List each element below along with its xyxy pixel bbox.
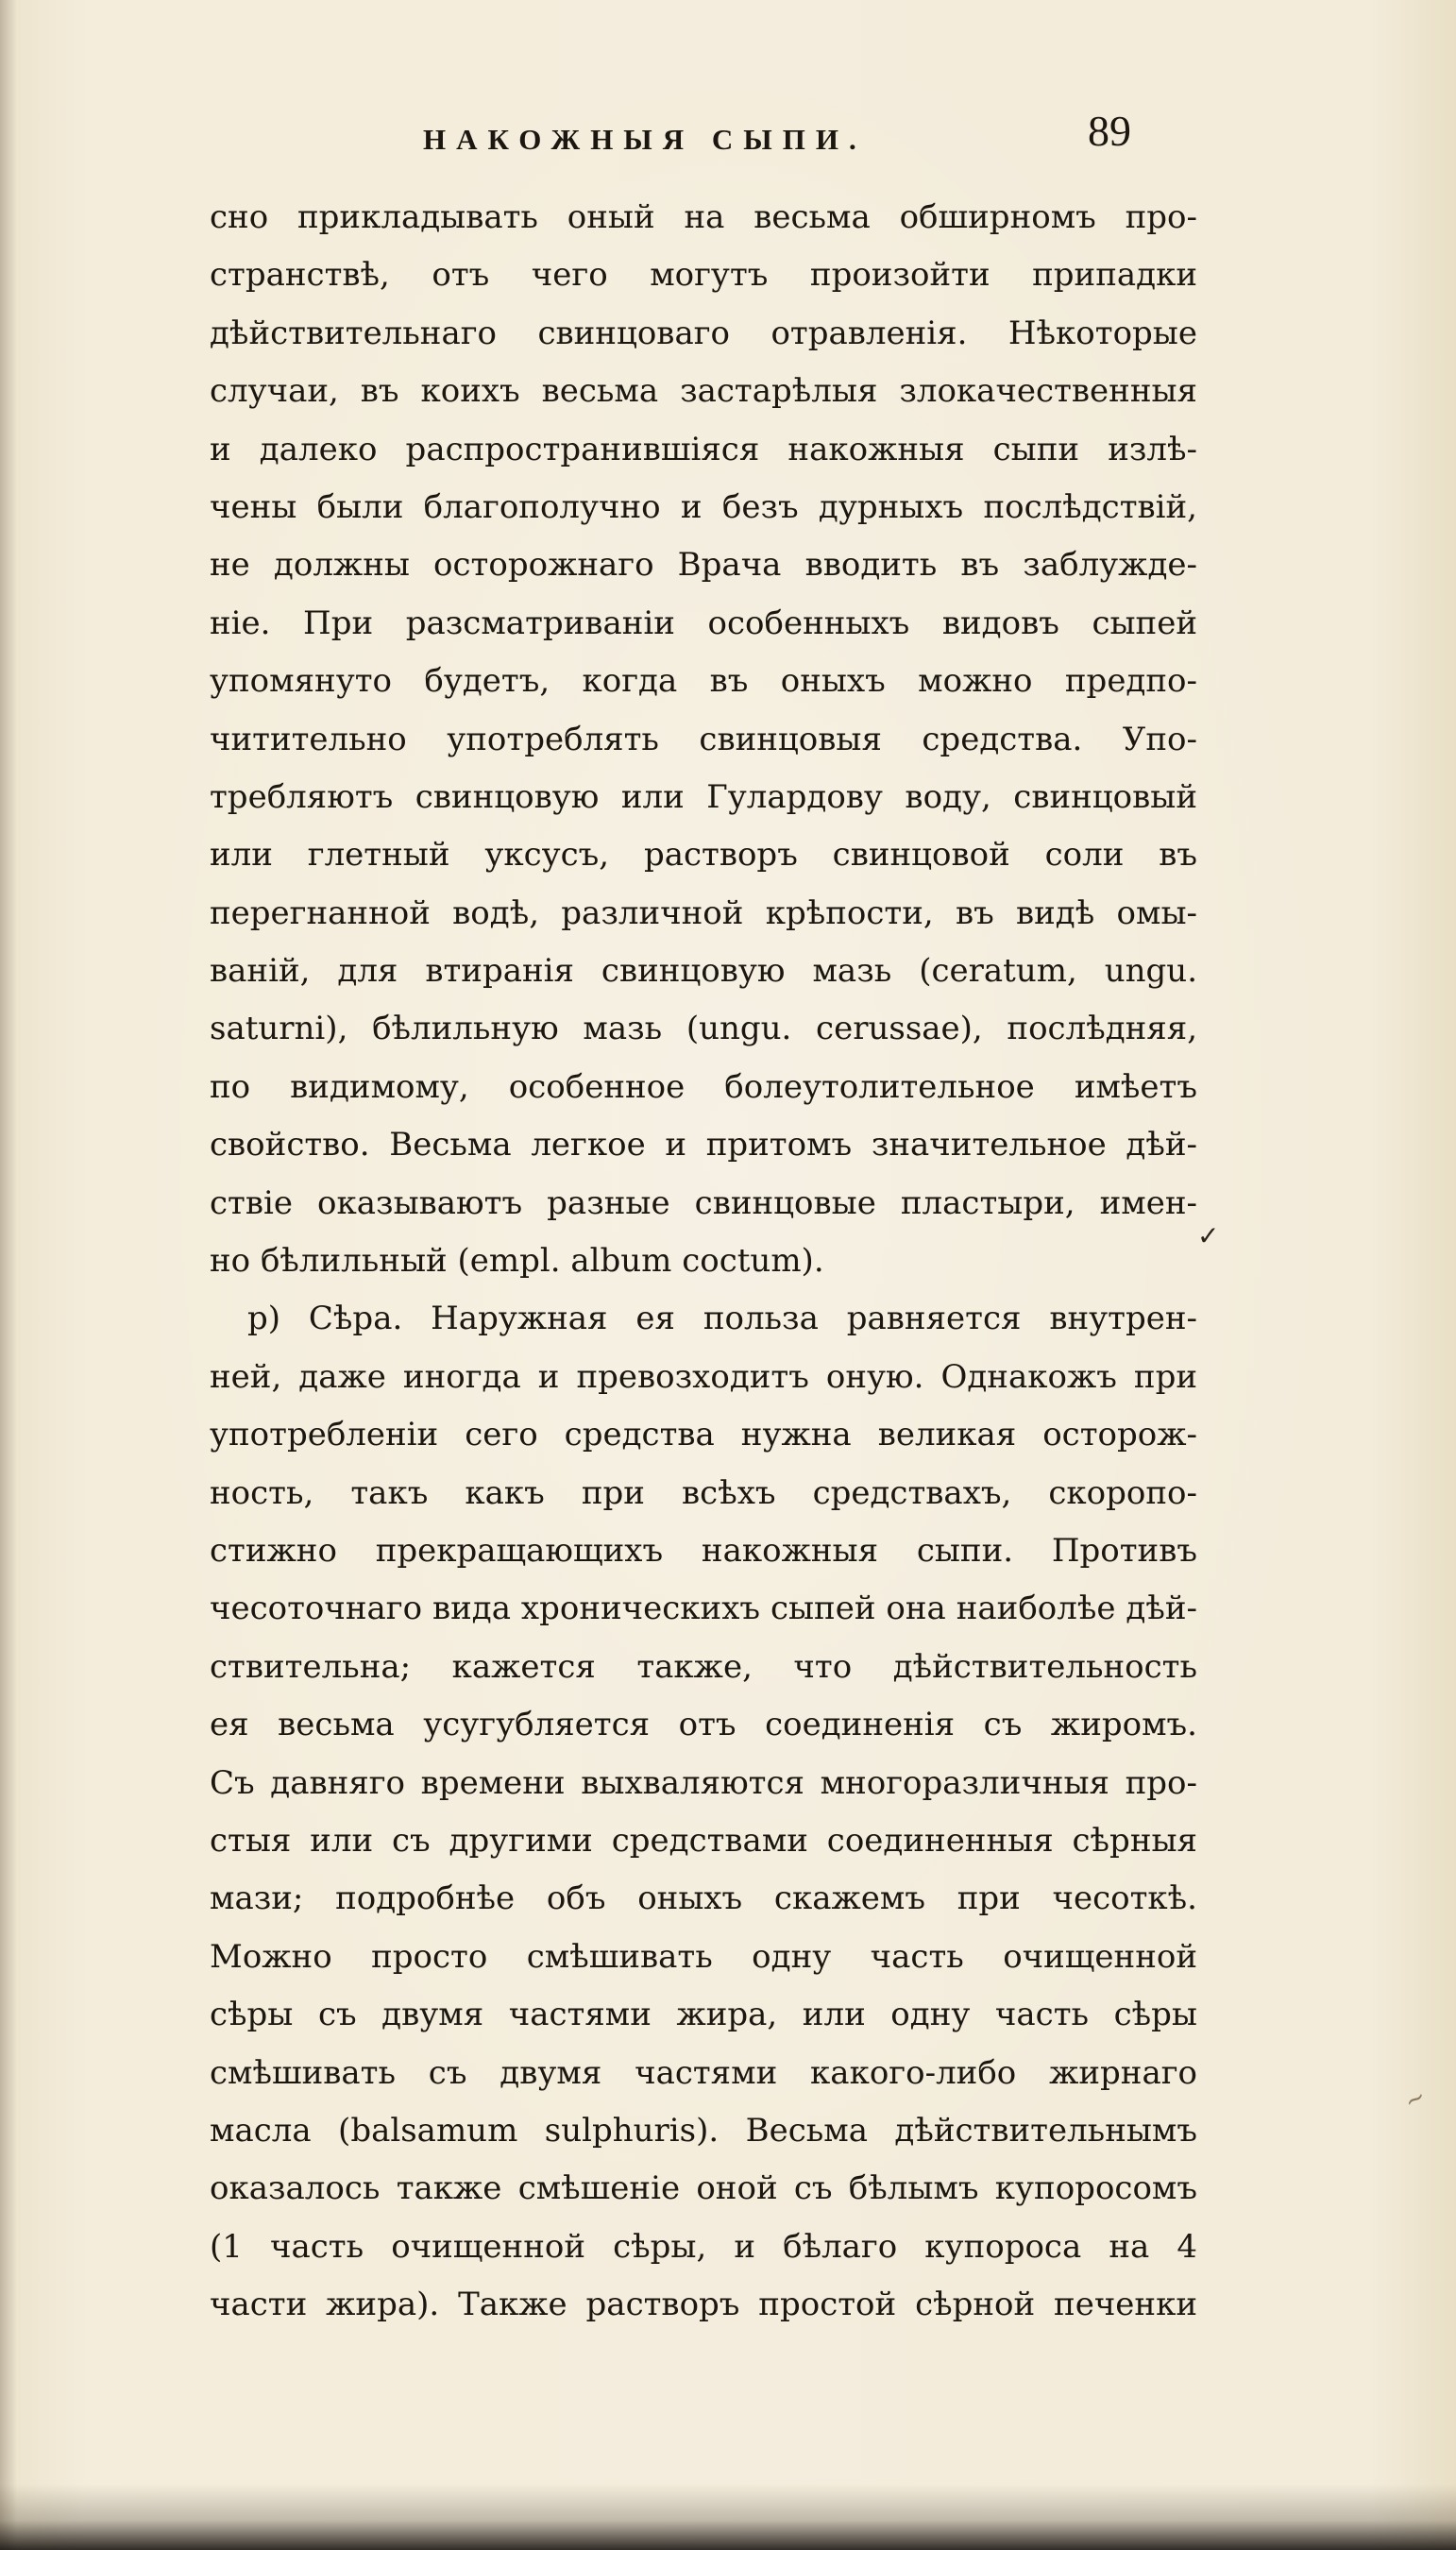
text-line: (1 часть очищенной сѣры, и бѣлаго купороса на 4 [210, 2227, 1197, 2266]
body-text [210, 189, 1197, 2334]
text-line: случаи, въ коихъ весьма застарѣлыя злокачественныя [210, 372, 1197, 411]
text-line: масла (balsamum sulphuris). Весьма дѣйствительнымъ [210, 2111, 1197, 2150]
text-line: сѣры съ двумя частями жира, или одну часть сѣры [210, 1996, 1197, 2034]
page-gutter-shadow [0, 0, 17, 2550]
page-bottom-shadow [0, 2484, 1456, 2550]
text-line: употребленіи сего средства нужна великая осторож- [210, 1416, 1197, 1454]
text-line: или глетный уксусъ, растворъ свинцовой соли въ [210, 836, 1197, 875]
text-line: читительно употреблять свинцовыя средства. Упо- [210, 720, 1197, 758]
text-line: смѣшивать съ двумя частями какого-либо жирнаго [210, 2053, 1197, 2092]
pencil-check-mark: ✓ [1197, 1220, 1220, 1251]
page-scratch-mark: ~ [1398, 2082, 1431, 2117]
text-line: saturni), бѣлильную мазь (ungu. cerussae), послѣдняя, [210, 1010, 1197, 1048]
text-line: странствѣ, отъ чего могутъ произойти припадки [210, 256, 1197, 295]
text-line: ваній, для втиранія свинцовую мазь (ceratum, ungu. [210, 952, 1197, 991]
text-line: но бѣлильный (empl. album coctum). [210, 1242, 824, 1281]
page-number: 89 [1088, 107, 1131, 155]
text-line: чесоточнаго вида хроническихъ сыпей она наиболѣе дѣй- [210, 1590, 1197, 1628]
text-line: ствіе оказываютъ разные свинцовые пластыри, имен- [210, 1183, 1197, 1222]
paragraph-start-line: р) Сѣра. Наружная ея польза равняется внутрен- [247, 1300, 1197, 1338]
text-line: Съ давняго времени выхваляются многоразличныя про- [210, 1763, 1197, 1802]
running-head [0, 106, 1456, 162]
text-line: ніе. При разсматриваніи особенныхъ видовъ сыпей [210, 604, 1197, 642]
text-line: Можно просто смѣшивать одну часть очищенной [210, 1937, 1197, 1976]
text-line: части жира). Также растворъ простой сѣрной печенки [210, 2286, 1197, 2324]
text-line: ность, такъ какъ при всѣхъ средствахъ, скоропо- [210, 1473, 1197, 1512]
text-line: по видимому, особенное болеутолительное имѣетъ [210, 1067, 1197, 1106]
text-line: ствительна; кажется также, что дѣйствительность [210, 1647, 1197, 1686]
text-line: дѣйствительнаго свинцоваго отравленія. Нѣкоторые [210, 314, 1197, 352]
text-line: мази; подробнѣе объ оныхъ скажемъ при чесоткѣ. [210, 1879, 1197, 1918]
text-line: ея весьма усугубляется отъ соединенія съ жиромъ. [210, 1706, 1197, 1744]
text-line: перегнанной водѣ, различной крѣпости, въ видѣ омы- [210, 893, 1197, 932]
text-line: стыя или съ другими средствами соединенныя сѣрныя [210, 1821, 1197, 1860]
text-line: стижно прекращающихъ накожныя сыпи. Противъ [210, 1531, 1197, 1570]
running-title: НАКОЖНЫЯ СЫПИ. [423, 123, 867, 156]
text-line: и далеко распространившіяся накожныя сыпи излѣ- [210, 430, 1197, 468]
text-line: не должны осторожнаго Врача вводить въ заблужде- [210, 546, 1197, 585]
text-line: свойство. Весьма легкое и притомъ значительное дѣй- [210, 1126, 1197, 1164]
text-line: упомянуто будетъ, когда въ оныхъ можно предпо- [210, 662, 1197, 701]
text-line: требляютъ свинцовую или Гулардову воду, свинцовый [210, 777, 1197, 816]
text-line: чены были благополучно и безъ дурныхъ послѣдствій, [210, 487, 1197, 526]
text-line: ней, даже иногда и превозходитъ оную. Однакожъ при [210, 1357, 1197, 1396]
text-line: оказалось также смѣшеніе оной съ бѣлымъ купоросомъ [210, 2169, 1197, 2208]
text-line: сно прикладывать оный на весьма обширномъ про- [210, 198, 1197, 236]
